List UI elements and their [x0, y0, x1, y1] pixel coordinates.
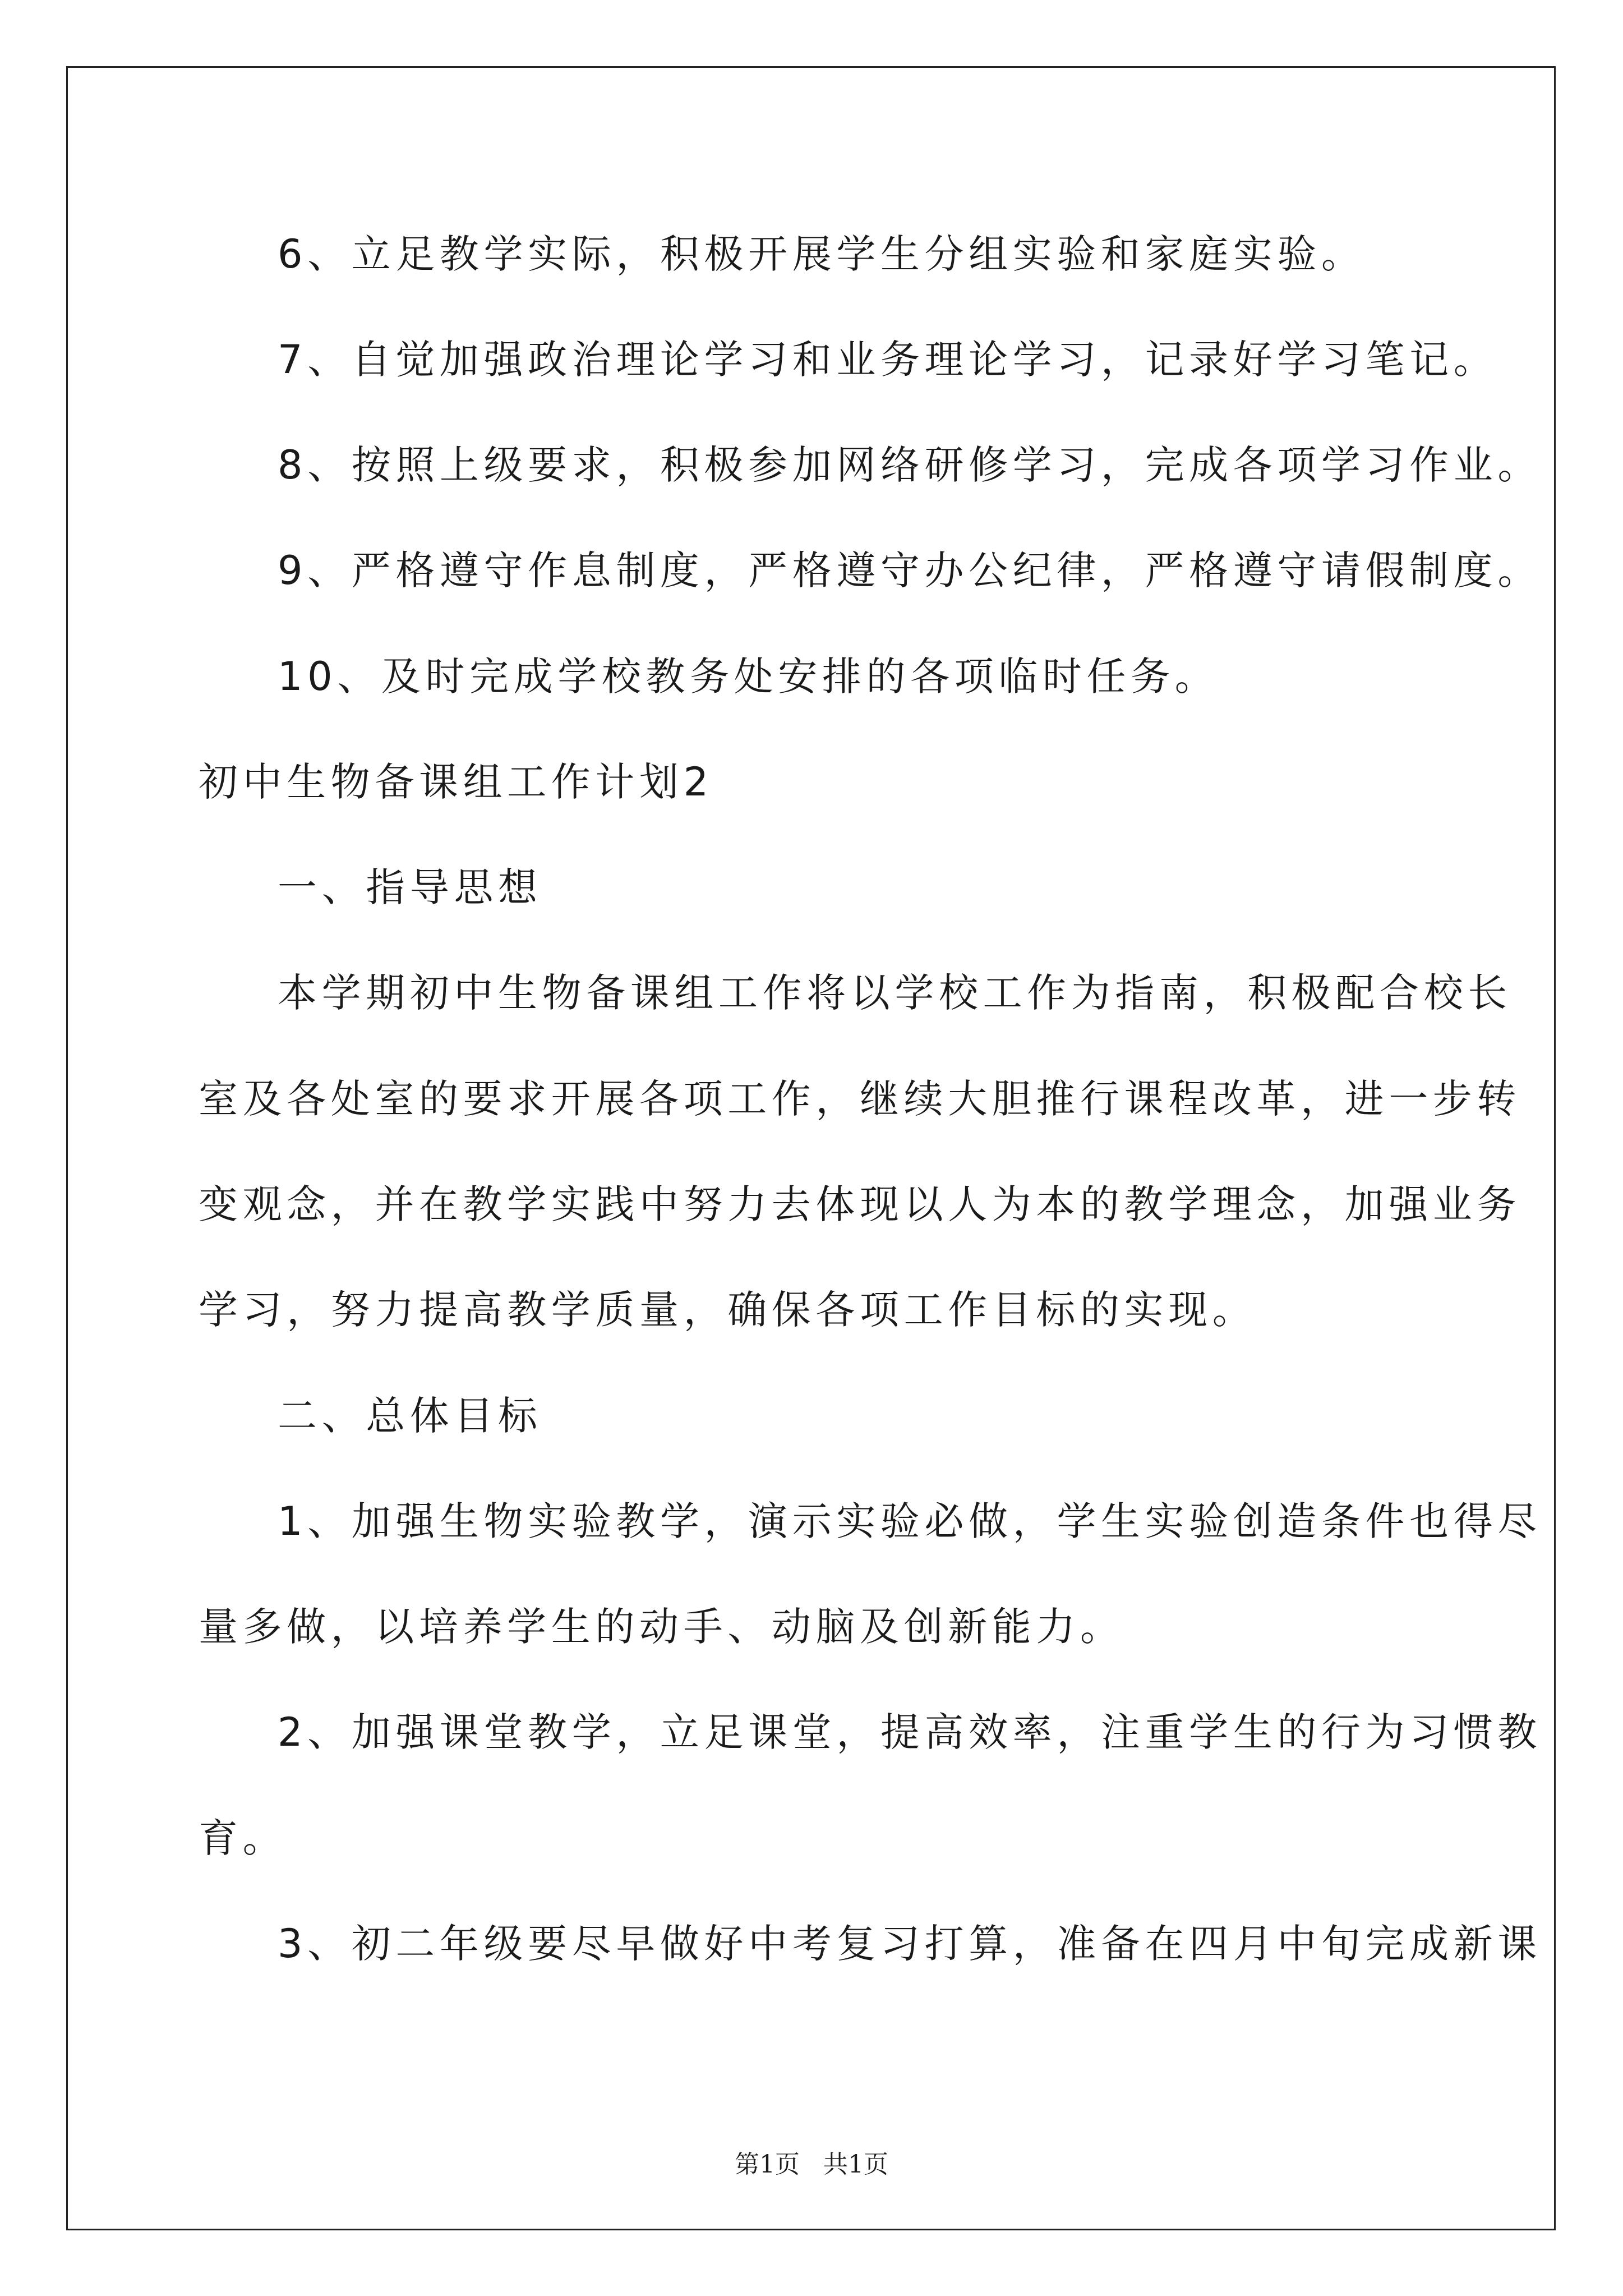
paragraph-item-6: 6、立足教学实际，积极开展学生分组实验和家庭实验。 [278, 231, 1366, 277]
page-number: 第1页 共1页 [735, 2150, 888, 2179]
paragraph-item-9: 9、严格遵守作息制度，严格遵守办公纪律，严格遵守请假制度。 [278, 547, 1542, 593]
page-border [66, 66, 1556, 2230]
heading-guiding-thought: 一、指导思想 [278, 864, 542, 910]
paragraph-item-1: 1、加强生物实验教学，演示实验必做，学生实验创造条件也得尽 [278, 1498, 1542, 1544]
paragraph-item-8: 8、按照上级要求，积极参加网络研修学习，完成各项学习作业。 [278, 442, 1542, 488]
paragraph-line: 量多做，以培养学生的动手、动脑及创新能力。 [199, 1604, 1124, 1650]
paragraph-line: 育。 [199, 1815, 287, 1861]
paragraph-item-7: 7、自觉加强政治理论学习和业务理论学习，记录好学习笔记。 [278, 337, 1498, 383]
paragraph-item-10: 10、及时完成学校教务处安排的各项临时任务。 [278, 654, 1219, 700]
paragraph-item-3: 3、初二年级要尽早做好中考复习打算，准备在四月中旬完成新课 [278, 1921, 1542, 1967]
paragraph-item-2: 2、加强课堂教学，立足课堂，提高效率，注重学生的行为习惯教 [278, 1709, 1542, 1755]
paragraph-line: 变观念，并在教学实践中努力去体现以人为本的教学理念，加强业务 [199, 1181, 1521, 1227]
section-title: 初中生物备课组工作计划2 [199, 759, 713, 805]
heading-overall-goals: 二、总体目标 [278, 1393, 542, 1439]
paragraph-line: 本学期初中生物备课组工作将以学校工作为指南，积极配合校长 [278, 970, 1512, 1016]
paragraph-line: 室及各处室的要求开展各项工作，继续大胆推行课程改革，进一步转 [199, 1076, 1521, 1122]
paragraph-line: 学习，努力提高教学质量，确保各项工作目标的实现。 [199, 1287, 1257, 1333]
